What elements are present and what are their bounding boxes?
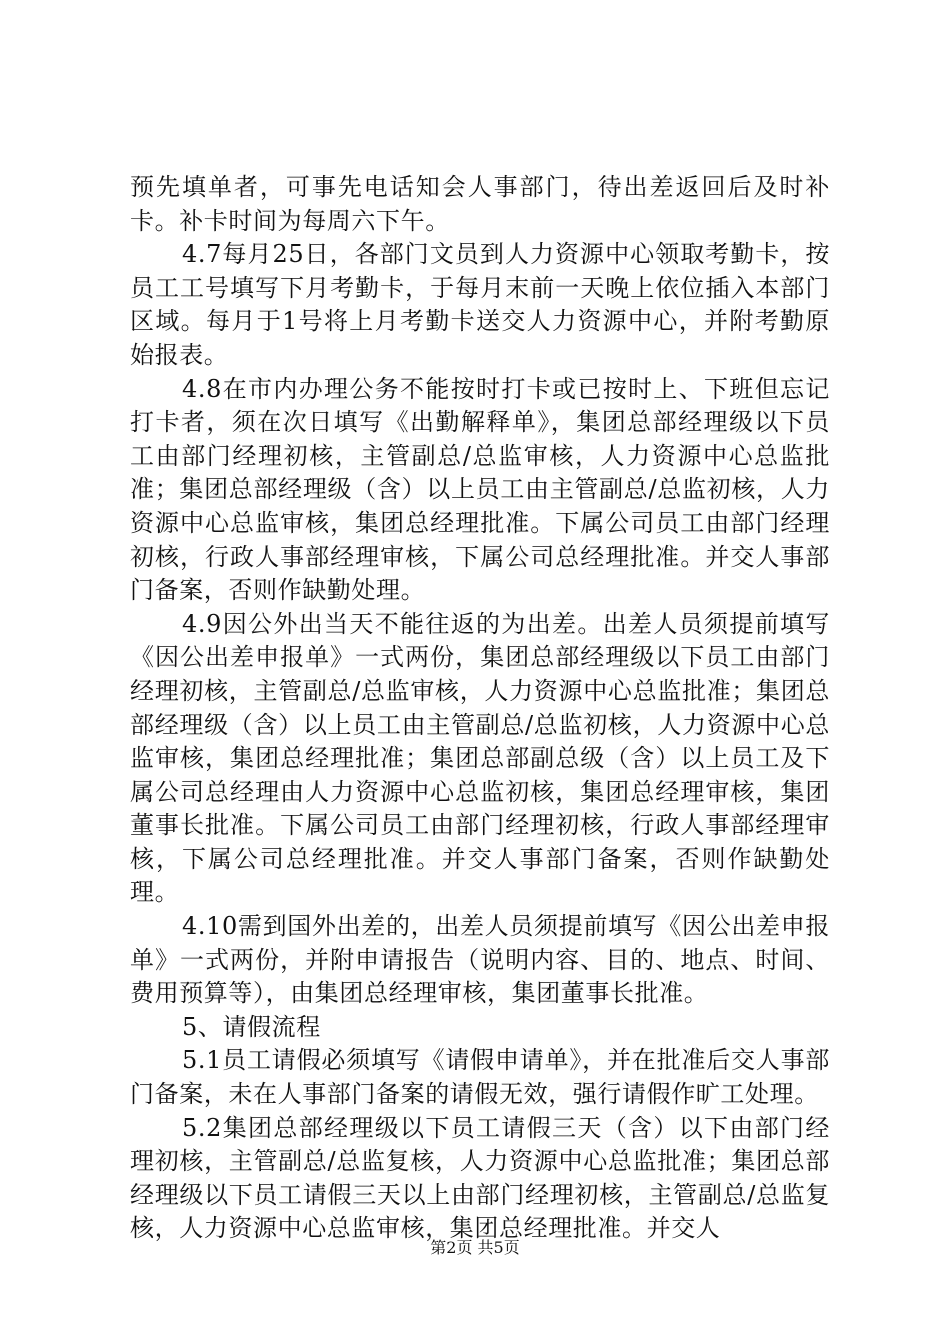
paragraph-4-8: 4.8在市内办理公务不能按时打卡或已按时上、下班但忘记打卡者，须在次日填写《出勤解释单》，集团总部经理级以下员工由部门经理初核，主管副总/总监审核，人力资源中心总监批准；集团总部经理级（含）以上员工由主管副总/总监初核，人力资源中心总监审核，集团总经理批准。下属公司员工由部门经理初核，行政人事部经理审核，下属公司总经理批准。并交人事部门备案，否则作缺勤处理。 <box>130 374 830 605</box>
section-heading-5: 5、请假流程 <box>182 1012 321 1041</box>
paragraph-4-7: 4.7每月25日，各部门文员到人力资源中心领取考勤卡，按员工工号填写下月考勤卡，于每月末前一天晚上依位插入本部门区域。每月于1号将上月考勤卡送交人力资源中心，并附考勤原始报表。 <box>130 240 830 369</box>
document-body <box>130 171 830 1246</box>
paragraph-continuation: 预先填单者，可事先电话知会人事部门，待出差返回后及时补卡。补卡时间为每周六下午。 <box>130 173 830 235</box>
paragraph-5-1: 5.1员工请假必须填写《请假申请单》，并在批准后交人事部门备案，未在人事部门备案的请假无效，强行请假作旷工处理。 <box>130 1046 830 1109</box>
paragraph-4-10: 4.10需到国外出差的，出差人员须提前填写《因公出差申报单》一式两份，并附申请报告（说明内容、目的、地点、时间、费用预算等），由集团总经理审核，集团董事长批准。 <box>130 912 830 1008</box>
paragraph-4-9: 4.9因公外出当天不能往返的为出差。出差人员须提前填写《因公出差申报单》一式两份，集团总部经理级以下员工由部门经理初核，主管副总/总监审核，人力资源中心总监批准；集团总部经理级（含）以上员工由主管副总/总监初核，人力资源中心总监审核，集团总经理批准；集团总部副总级（含）以上员工及下属公司总经理由人力资源中心总监初核，集团总经理审核，集团董事长批准。下属公司员工由部门经理初核，行政人事部经理审核，下属公司总经理批准。并交人事部门备案，否则作缺勤处理。 <box>130 609 830 907</box>
page-number-footer: 第2页 共5页 <box>430 1238 520 1257</box>
paragraph-5-2: 5.2集团总部经理级以下员工请假三天（含）以下由部门经理初核，主管副总/总监复核，人力资源中心总监批准；集团总部经理级以下员工请假三天以上由部门经理初核，主管副总/总监复核，人力资源中心总监审核，集团总经理批准。并交人 <box>130 1113 830 1243</box>
